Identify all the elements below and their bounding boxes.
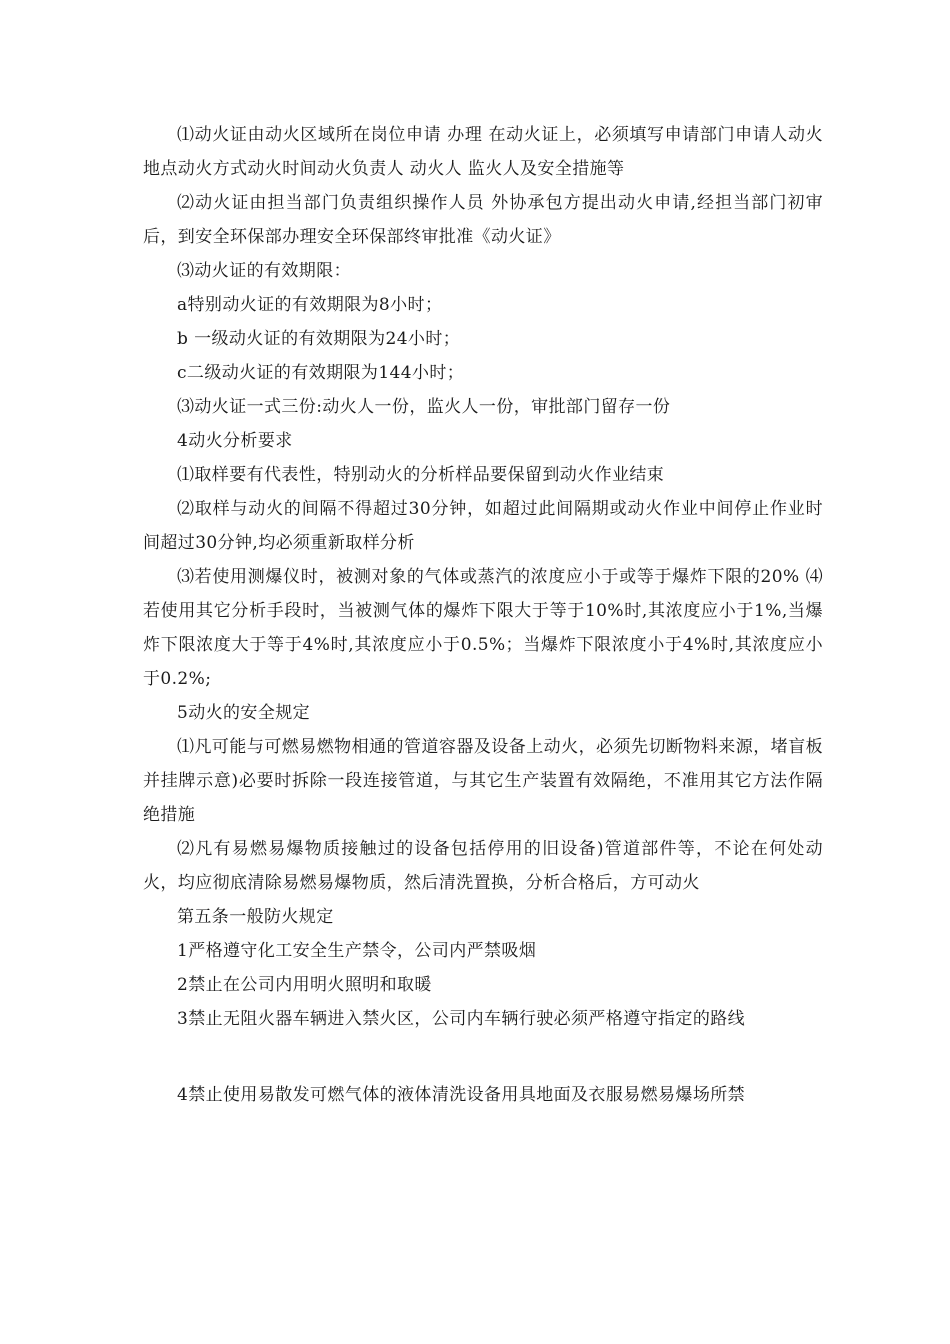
- paragraph-sampling-interval: ⑵取样与动火的间隔不得超过30分钟，如超过此间隔期或动火作业中间停止作业时间超过30分钟,均必须重新取样分析: [143, 499, 823, 553]
- document-body: [143, 118, 823, 1112]
- paragraph-rule-three: 3禁止无阻火器车辆进入禁火区，公司内车辆行驶必须严格遵守指定的路线: [177, 1009, 746, 1029]
- paragraph-rule-two: 2禁止在公司内用明火照明和取暖: [177, 975, 432, 995]
- paragraph-explosion-limits: ⑶若使用测爆仪时，被测对象的气体或蒸汽的浓度应小于或等于爆炸下限的20% ⑷若使用其它分析手段时，当被测气体的爆炸下限大于等于10%时,其浓度应小于1%,当爆炸下限浓度大于等于4%时,其浓度应小于0.5%；当爆炸下限浓度小于4%时,其浓度应小于0.2%;: [143, 567, 823, 689]
- article-heading-fire-prevention: 第五条一般防火规定: [177, 907, 334, 927]
- paragraph-cleaning: ⑵凡有易燃易爆物质接触过的设备包括停用的旧设备)管道部件等，不论在何处动火，均应彻底清除易燃易爆物质，然后清洗置换，分析合格后，方可动火: [143, 839, 823, 893]
- paragraph-gap: [143, 1036, 823, 1078]
- paragraph-permit-approval: ⑵动火证由担当部门负责组织操作人员 外协承包方提出动火申请,经担当部门初审后，到安全环保部办理安全环保部终审批准《动火证》: [143, 193, 823, 247]
- paragraph-rule-four: 4禁止使用易散发可燃气体的液体清洗设备用具地面及衣服易燃易爆场所禁: [177, 1085, 746, 1105]
- paragraph-validity-level-two: c二级动火证的有效期限为144小时；: [177, 363, 465, 383]
- section-heading-analysis: 4动火分析要求: [177, 431, 293, 451]
- paragraph-rule-one: 1严格遵守化工安全生产禁令，公司内严禁吸烟: [177, 941, 537, 961]
- section-heading-safety: 5动火的安全规定: [177, 703, 311, 723]
- paragraph-isolation: ⑴凡可能与可燃易燃物相通的管道容器及设备上动火，必须先切断物料来源，堵盲板并挂牌示意)必要时拆除一段连接管道，与其它生产装置有效隔绝，不准用其它方法作隔绝措施: [143, 737, 823, 825]
- paragraph-permit-copies: ⑶动火证一式三份:动火人一份，监火人一份，审批部门留存一份: [177, 397, 671, 417]
- paragraph-validity-heading: ⑶动火证的有效期限：: [177, 261, 351, 281]
- paragraph-permit-application: ⑴动火证由动火区域所在岗位申请 办理 在动火证上，必须填写申请部门申请人动火地点动火方式动火时间动火负责人 动火人 监火人及安全措施等: [143, 125, 823, 179]
- paragraph-validity-level-one: b 一级动火证的有效期限为24小时；: [177, 329, 461, 349]
- paragraph-validity-special: a特别动火证的有效期限为8小时；: [177, 295, 443, 315]
- paragraph-sampling-representative: ⑴取样要有代表性，特别动火的分析样品要保留到动火作业结束: [177, 465, 665, 485]
